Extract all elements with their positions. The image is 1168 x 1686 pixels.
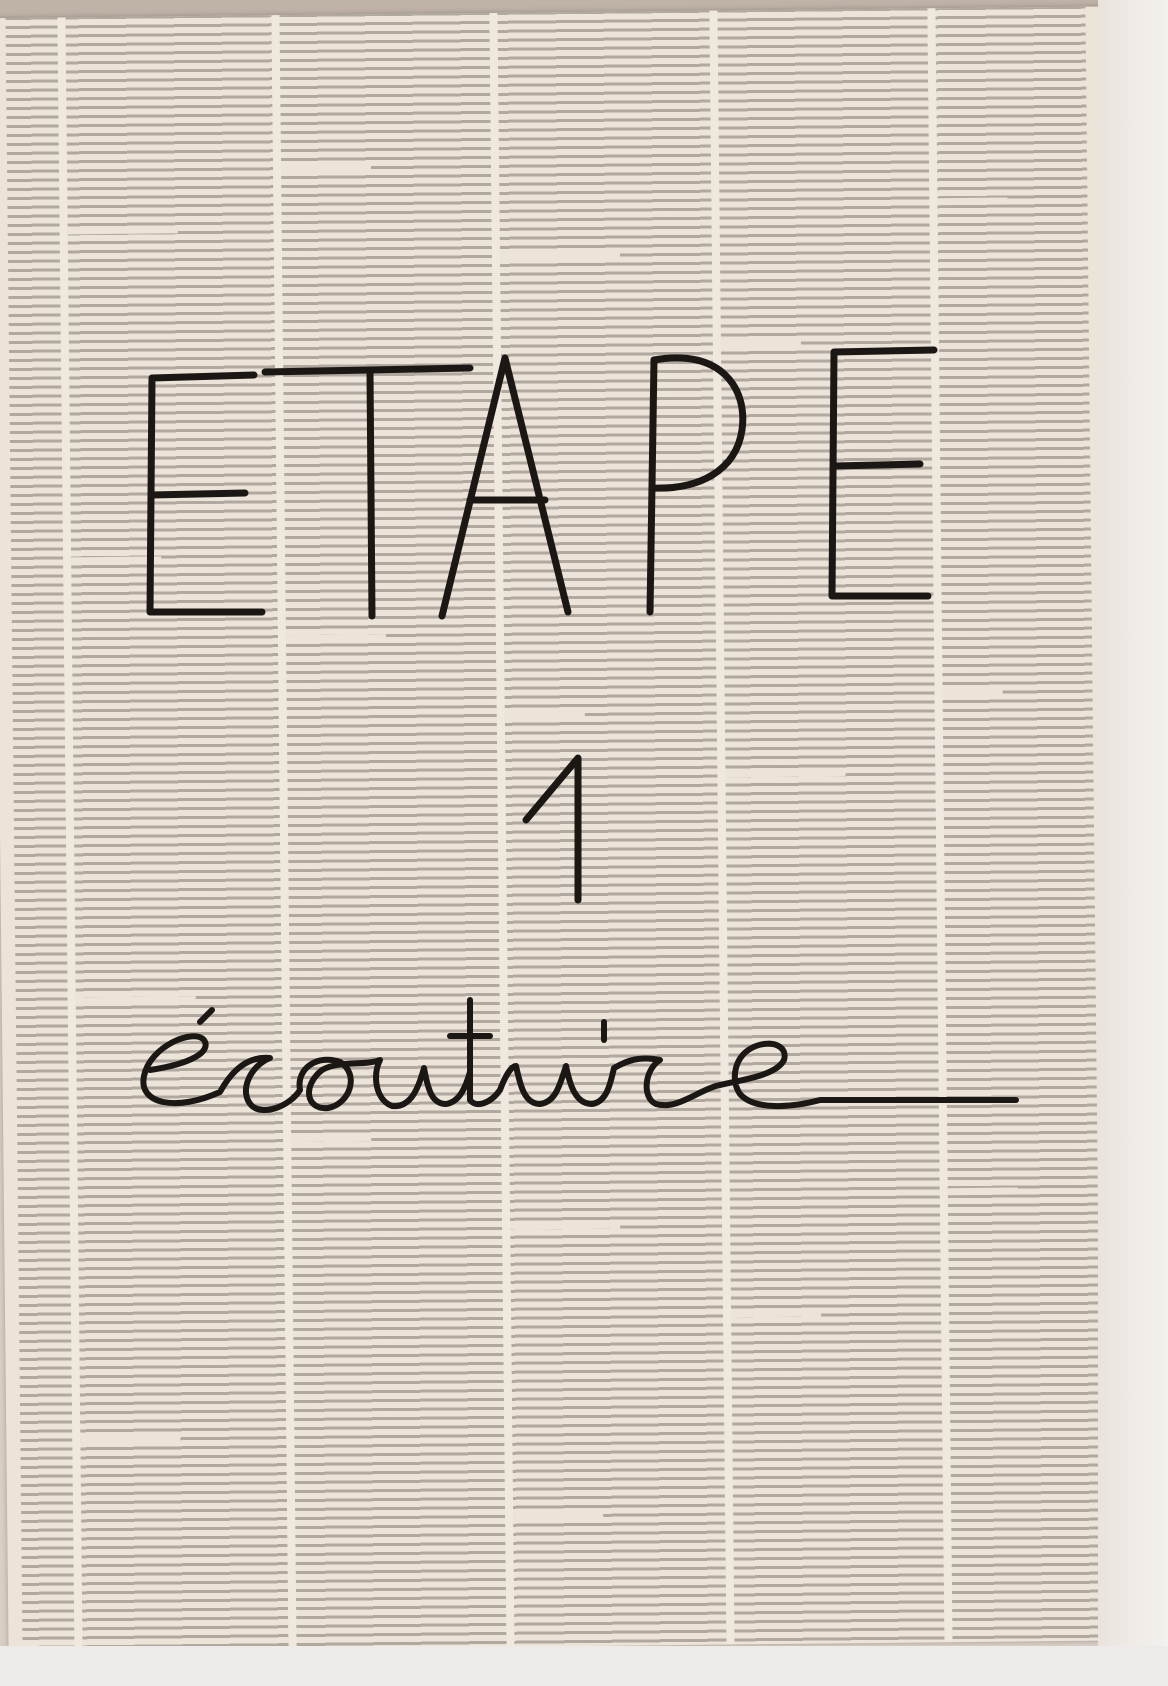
digit-one xyxy=(526,758,578,900)
letter-e xyxy=(150,375,262,612)
word-ecriture xyxy=(143,1000,1016,1110)
letter-t xyxy=(265,368,470,616)
letter-a xyxy=(442,358,568,616)
letter-e xyxy=(832,350,934,596)
letter-p xyxy=(650,358,743,612)
